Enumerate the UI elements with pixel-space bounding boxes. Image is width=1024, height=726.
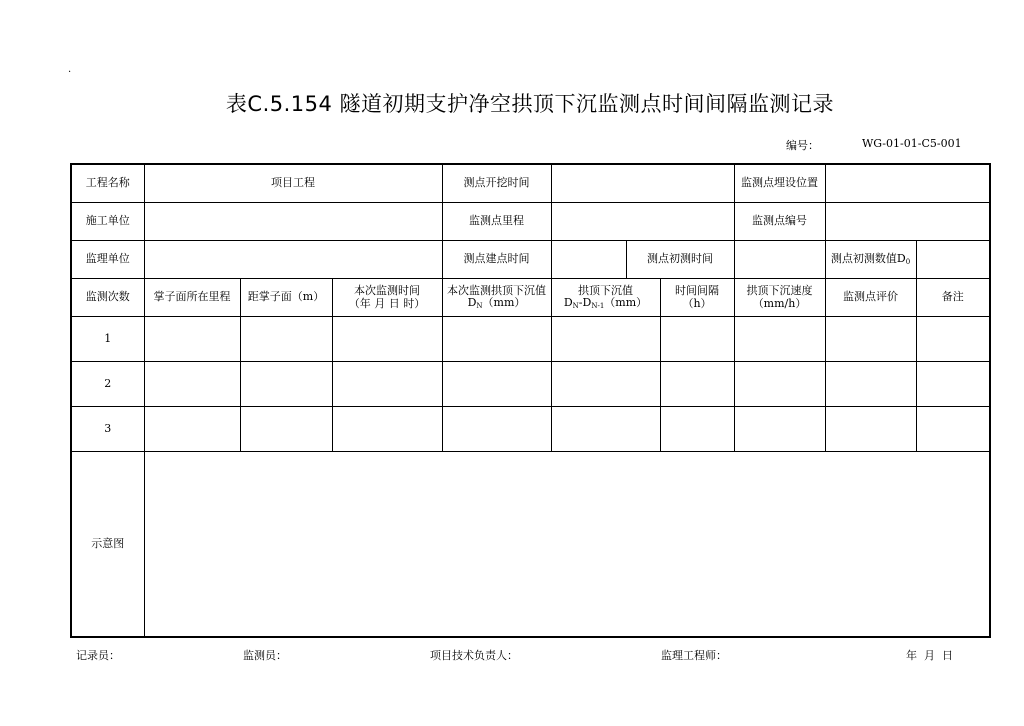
cell-interval[interactable] [660, 317, 734, 362]
col-speed-line1: 拱顶下沉速度 [746, 283, 813, 297]
cell-face-mileage[interactable] [144, 317, 240, 362]
col-settle-sub2: N-1 [591, 302, 605, 311]
col-evaluation: 监测点评价 [825, 279, 916, 317]
sketch-label: 示意图 [71, 452, 144, 638]
cell-speed[interactable] [734, 407, 825, 452]
recorder-label: 记录员： [76, 649, 120, 662]
buried-position-label: 监测点埋设位置 [734, 164, 825, 203]
record-table [70, 163, 991, 638]
date-label: 年 月 日 [906, 649, 953, 662]
supervision-unit-cell[interactable] [144, 241, 442, 279]
cell-remark[interactable] [916, 362, 990, 407]
initial-time-cell[interactable] [734, 241, 825, 279]
code-value: WG-01-01-C5-001 [862, 137, 962, 150]
row-number: 2 [71, 362, 144, 407]
col-time-line2: （年 月 日 时） [348, 296, 426, 310]
col-speed [734, 279, 825, 317]
col-time-line1: 本次监测时间 [354, 283, 420, 297]
table-row [71, 362, 990, 407]
cell-interval[interactable] [660, 407, 734, 452]
construction-unit-cell[interactable] [144, 203, 442, 241]
col-current-d: D [467, 296, 477, 310]
construction-unit-label: 施工单位 [71, 203, 144, 241]
row-number: 1 [71, 317, 144, 362]
col-face-distance: 距掌子面（m） [240, 279, 332, 317]
cell-time[interactable] [332, 317, 442, 362]
column-header-row [71, 279, 990, 317]
row-number: 3 [71, 407, 144, 452]
cell-interval[interactable] [660, 362, 734, 407]
point-number-cell[interactable] [825, 203, 990, 241]
project-name-value[interactable]: 项目工程 [144, 164, 442, 203]
cell-speed[interactable] [734, 317, 825, 362]
col-current-unit: （mm） [482, 296, 526, 310]
point-number-label: 监测点编号 [734, 203, 825, 241]
col-current [442, 279, 551, 317]
col-current-sub: N [476, 302, 483, 311]
initial-time-label: 测点初测时间 [626, 241, 734, 279]
code-label: 编号： [786, 139, 819, 152]
col-settle-d2: -D [578, 296, 592, 310]
col-settle [551, 279, 660, 317]
cell-face-distance[interactable] [240, 362, 332, 407]
cell-time[interactable] [332, 407, 442, 452]
monitor-label: 监测员： [243, 649, 287, 662]
cell-settle[interactable] [551, 407, 660, 452]
col-remark: 备注 [916, 279, 990, 317]
cell-face-mileage[interactable] [144, 362, 240, 407]
engineer-label: 监理工程师： [661, 649, 727, 662]
supervision-unit-label: 监理单位 [71, 241, 144, 279]
table-row [71, 317, 990, 362]
col-count: 监测次数 [71, 279, 144, 317]
buried-position-cell[interactable] [825, 164, 990, 203]
cell-current[interactable] [442, 407, 551, 452]
col-speed-line2: （mm/h） [752, 296, 807, 310]
cell-evaluation[interactable] [825, 317, 916, 362]
col-current-line1: 本次监测拱顶下沉值 [447, 283, 546, 297]
cell-face-distance[interactable] [240, 317, 332, 362]
col-settle-sub1: N [572, 302, 579, 311]
initial-value-label [825, 241, 916, 279]
cell-current[interactable] [442, 362, 551, 407]
excavation-time-cell[interactable] [551, 164, 734, 203]
col-face-mileage: 掌子面所在里程 [144, 279, 240, 317]
cell-evaluation[interactable] [825, 362, 916, 407]
col-interval-line1: 时间间隔 [675, 283, 719, 297]
cell-settle[interactable] [551, 317, 660, 362]
cell-speed[interactable] [734, 362, 825, 407]
initial-value-cell[interactable] [916, 241, 990, 279]
info-row-1 [71, 164, 990, 203]
corner-mark: . [68, 64, 72, 75]
cell-remark[interactable] [916, 317, 990, 362]
cell-face-mileage[interactable] [144, 407, 240, 452]
col-time [332, 279, 442, 317]
initial-value-text: 测点初测数值D [830, 251, 906, 265]
cell-evaluation[interactable] [825, 407, 916, 452]
info-row-3 [71, 241, 990, 279]
table-row [71, 407, 990, 452]
col-settle-unit: （mm） [604, 296, 648, 310]
sketch-area[interactable] [144, 452, 990, 638]
cell-face-distance[interactable] [240, 407, 332, 452]
excavation-time-label: 测点开挖时间 [442, 164, 551, 203]
col-settle-d1: D [563, 296, 573, 310]
cell-current[interactable] [442, 317, 551, 362]
mileage-label: 监测点里程 [442, 203, 551, 241]
cell-settle[interactable] [551, 362, 660, 407]
build-time-label: 测点建点时间 [442, 241, 551, 279]
cell-time[interactable] [332, 362, 442, 407]
sketch-row [71, 452, 990, 638]
cell-remark[interactable] [916, 407, 990, 452]
col-interval-line2: （h） [682, 296, 712, 310]
info-row-2 [71, 203, 990, 241]
build-time-cell[interactable] [551, 241, 626, 279]
tech-lead-label: 项目技术负责人： [430, 649, 518, 662]
mileage-cell[interactable] [551, 203, 734, 241]
initial-value-sub: 0 [905, 257, 911, 266]
project-name-label: 工程名称 [71, 164, 144, 203]
col-settle-line1: 拱顶下沉值 [578, 283, 633, 297]
col-interval [660, 279, 734, 317]
page-title: 表C.5.154 隧道初期支护净空拱顶下沉监测点时间间隔监测记录 [225, 92, 835, 116]
